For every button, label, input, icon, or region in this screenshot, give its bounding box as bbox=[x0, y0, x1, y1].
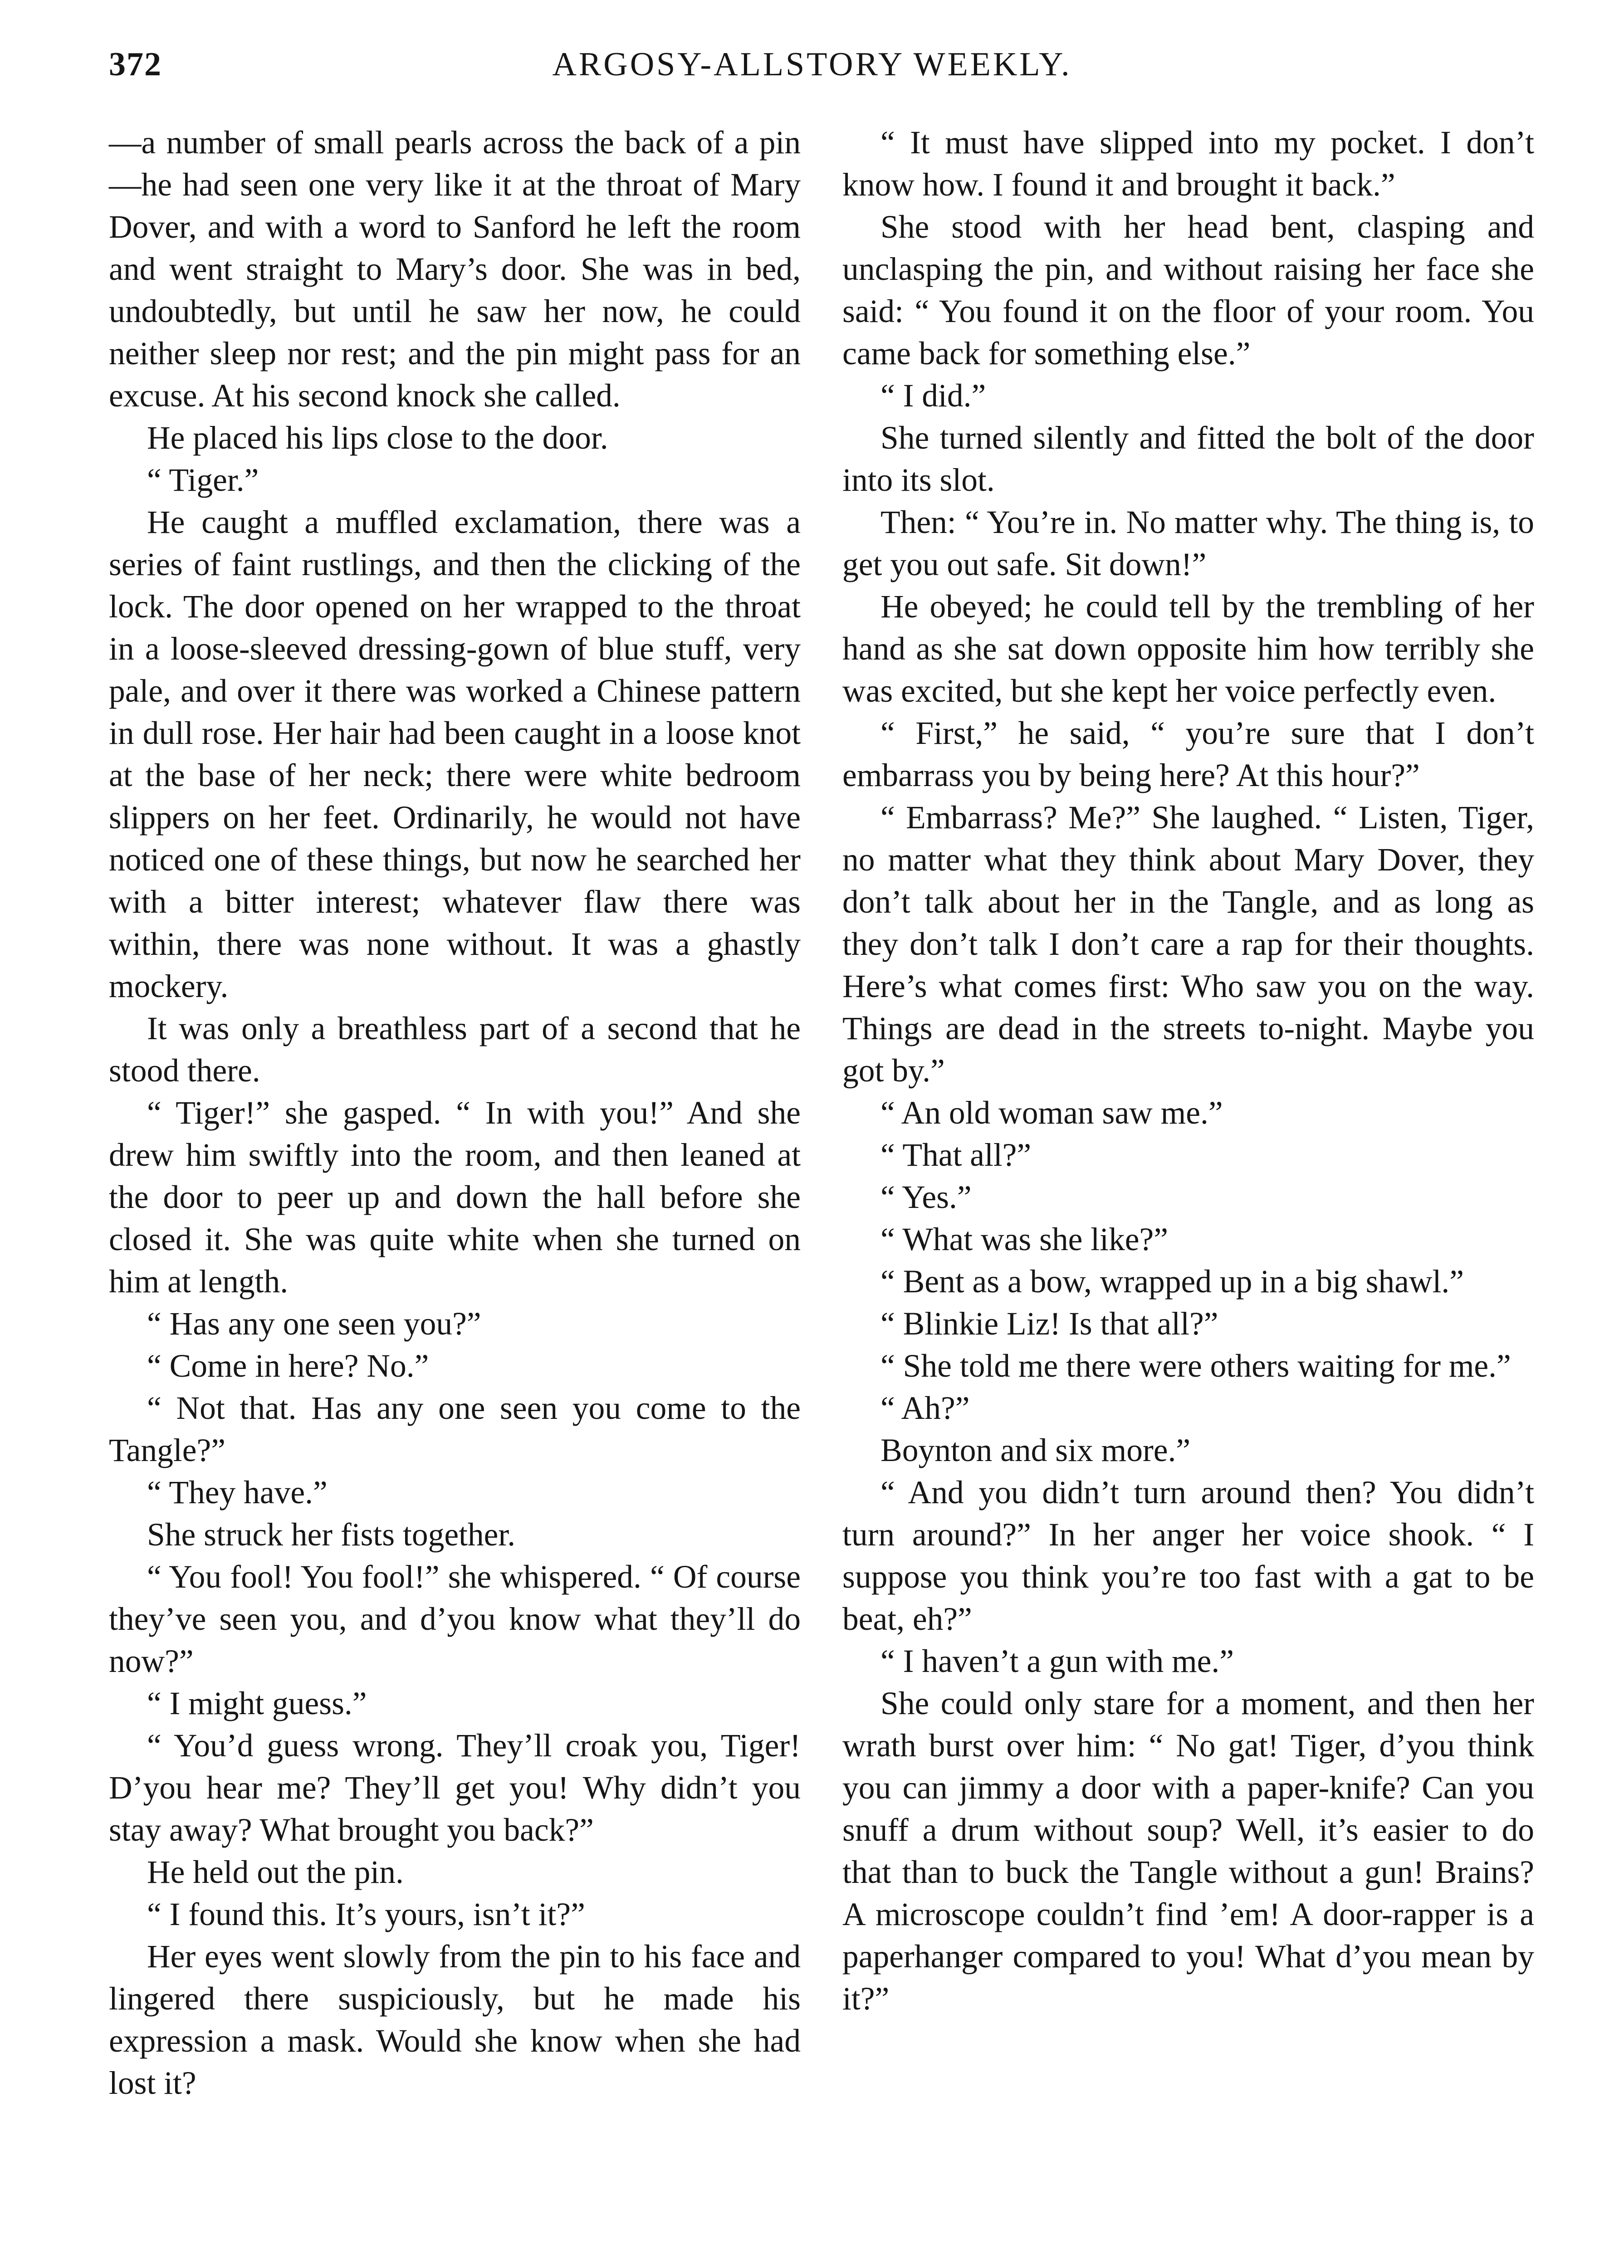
paragraph: “ It must have slipped into my pocket. I don’t know how. I found it and brought it back.” bbox=[842, 125, 1534, 203]
paragraph: “ She told me there were others waiting for me.” bbox=[880, 1348, 1511, 1384]
paragraph: “ I haven’t a gun with me.” bbox=[880, 1643, 1234, 1679]
page-number: 372 bbox=[109, 46, 162, 83]
paragraph: “ Ah?” bbox=[880, 1390, 970, 1426]
paragraph: Boynton and six more.” bbox=[880, 1432, 1191, 1468]
paragraph: “ They have.” bbox=[147, 1475, 328, 1510]
paragraph: “ Blinkie Liz! Is that all?” bbox=[880, 1306, 1218, 1342]
paragraph: He caught a muffled exclamation, there was a series of faint rustlings, and then the clicking of the lock. The door opened on her wrapped to the throat in a loose-sleeved dressing-gown of blue stuff, very pale, and over it there was worked a Chinese pattern in dull rose. Her hair had been caught in a loose knot at the base of her neck; there were white bedroom slippers on her feet. Ordinarily, he would not have noticed one of these things, but now he searched her with a bitter interest; whatever flaw there was within, there was none without. It was a ghastly mockery. bbox=[109, 504, 801, 1004]
paragraph: “ What was she like?” bbox=[880, 1222, 1168, 1257]
left-column bbox=[109, 122, 801, 2104]
paragraph: “ You’d guess wrong. They’ll croak you, Tiger! D’you hear me? They’ll get you! Why didn’t you stay away? What brought you back?” bbox=[109, 1728, 801, 1848]
paragraph: He placed his lips close to the door. bbox=[147, 420, 608, 456]
paragraph: “ Bent as a bow, wrapped up in a big shawl.” bbox=[880, 1264, 1464, 1300]
page-header bbox=[109, 45, 1515, 100]
paragraph: Her eyes went slowly from the pin to his face and lingered there suspiciously, but he made his expression a mask. Would she know when she had lost it? bbox=[109, 1939, 801, 2101]
paragraph: “ Embarrass? Me?” She laughed. “ Listen, Tiger, no matter what they think about Mary Dover, they don’t talk about her in the Tangle, and as long as they don’t talk I don’t care a rap for their thoughts. Here’s what comes first: Who saw you on the way. Things are dead in the streets to-night. Maybe you got by.” bbox=[842, 800, 1534, 1089]
paragraph: She stood with her head bent, clasping and unclasping the pin, and without raising her face she said: “ You found it on the floor of your room. You came back for something else.” bbox=[842, 209, 1534, 371]
paragraph: It was only a breathless part of a second that he stood there. bbox=[109, 1011, 801, 1089]
paragraph: “ Not that. Has any one seen you come to the Tangle?” bbox=[109, 1390, 801, 1468]
paragraph: “ Yes.” bbox=[880, 1179, 972, 1215]
paragraph: “ That all?” bbox=[880, 1137, 1032, 1173]
paragraph: “ Tiger.” bbox=[147, 462, 259, 498]
paragraph: “ Come in here? No.” bbox=[147, 1348, 429, 1384]
paragraph: “ I found this. It’s yours, isn’t it?” bbox=[147, 1897, 585, 1932]
paragraph: “ An old woman saw me.” bbox=[880, 1095, 1223, 1131]
paragraph: She turned silently and fitted the bolt of the door into its slot. bbox=[842, 420, 1534, 498]
paragraph: —a number of small pearls across the back of a pin—he had seen one very like it at the throat of Mary Dover, and with a word to Sanford he left the room and went straight to Mary’s door. She was in bed, undoubtedly, but until he saw her now, he could neither sleep nor rest; and the pin might pass for an excuse. At his second knock she called. bbox=[109, 125, 801, 414]
paragraph: “ Tiger!” she gasped. “ In with you!” And she drew him swiftly into the room, and then leaned at the door to peer up and down the hall before she closed it. She was quite white when she turned on him at length. bbox=[109, 1095, 801, 1300]
paragraph: “ You fool! You fool!” she whispered. “ Of course they’ve seen you, and d’you know what they’ll do now?” bbox=[109, 1559, 801, 1679]
paragraph: Then: “ You’re in. No matter why. The thing is, to get you out safe. Sit down!” bbox=[842, 504, 1534, 582]
paragraph: He obeyed; he could tell by the trembling of her hand as she sat down opposite him how terribly she was excited, but she kept her voice perfectly even. bbox=[842, 589, 1534, 709]
running-title: ARGOSY-ALLSTORY WEEKLY. bbox=[552, 46, 1072, 83]
paragraph: “ Has any one seen you?” bbox=[147, 1306, 481, 1342]
paragraph: “ First,” he said, “ you’re sure that I don’t embarrass you by being here? At this hour?” bbox=[842, 715, 1534, 793]
paragraph: She could only stare for a moment, and then her wrath burst over him: “ No gat! Tiger, d’you think you can jimmy a door with a paper-knife? Can you snuff a drum without soup? Well, it’s easier to do that than to buck the Tangle without a gun! Brains? A microscope couldn’t find ’em! A door-rapper is a paperhanger compared to you! What d’you mean by it?” bbox=[842, 1686, 1534, 2017]
right-column bbox=[842, 122, 1534, 2020]
paragraph: She struck her fists together. bbox=[147, 1517, 516, 1553]
paragraph: He held out the pin. bbox=[147, 1854, 404, 1890]
paragraph: “ I might guess.” bbox=[147, 1686, 367, 1721]
paragraph: “ I did.” bbox=[880, 378, 986, 414]
paragraph: “ And you didn’t turn around then? You didn’t turn around?” In her anger her voice shook. “ I suppose you think you’re too fast with a gat to be beat, eh?” bbox=[842, 1475, 1534, 1637]
